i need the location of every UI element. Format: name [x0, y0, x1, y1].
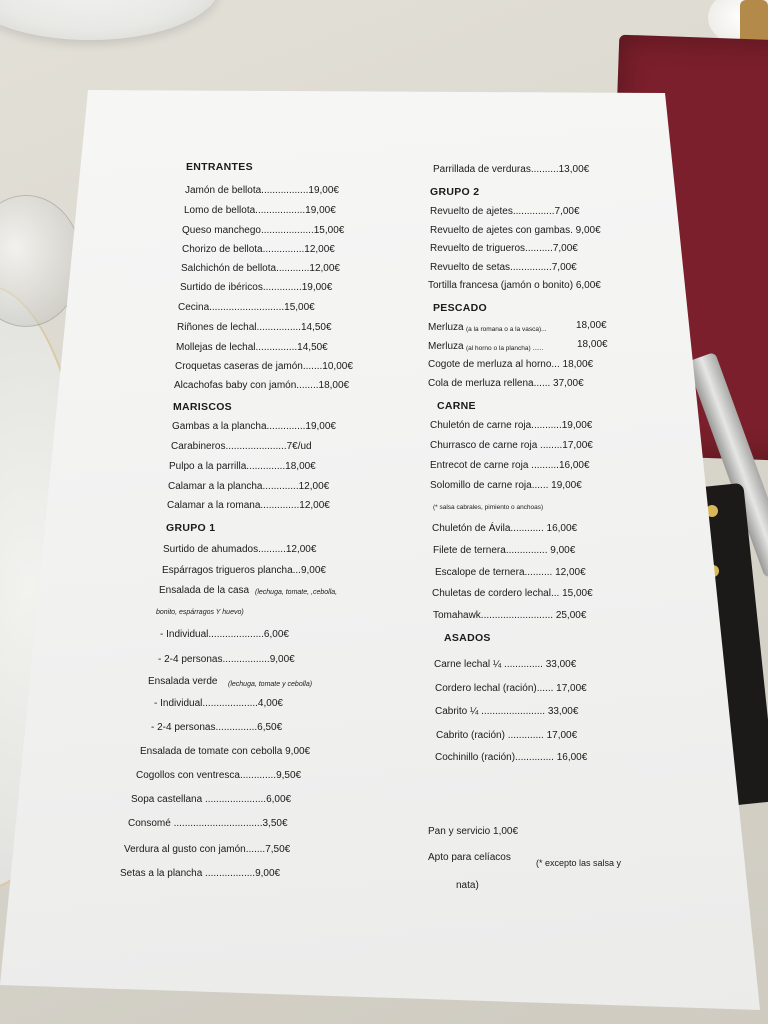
menu-item: Filete de ternera............... 9,00€ — [433, 545, 576, 556]
menu-item: Carne lechal ¼ .............. 33,00€ — [434, 659, 577, 670]
menu-item: Cabrito ¼ ....................... 33,00€ — [435, 706, 579, 717]
menu-item: Chorizo de bellota...............12,00€ — [182, 244, 335, 255]
menu-note: (a la romana o a la vasca)... — [466, 326, 547, 333]
menu-item: Cogollos con ventresca.............9,50€ — [136, 770, 302, 781]
menu-item: Cabrito (ración) ............. 17,00€ — [436, 730, 578, 741]
menu-item: - Individual....................4,00€ — [154, 698, 283, 709]
menu-item: Merluza — [428, 322, 464, 333]
section-title-pescado: PESCADO — [433, 302, 488, 314]
menu-note: (* salsa cabrales, pimiento o anchoas) — [433, 504, 544, 511]
section-title-carne: CARNE — [437, 400, 476, 412]
menu-item: Chuletón de Ávila............ 16,00€ — [432, 523, 578, 534]
menu-item: Mollejas de lechal...............14,50€ — [176, 342, 328, 353]
menu-item: Pulpo a la parrilla..............18,00€ — [169, 461, 316, 472]
menu-item: Salchichón de bellota............12,00€ — [181, 263, 340, 274]
menu-item: Cola de merluza rellena...... 37,00€ — [428, 378, 584, 389]
menu-item: Cochinillo (ración).............. 16,00€ — [435, 752, 588, 763]
menu-note: (lechuga, tomate, ,cebolla, — [255, 589, 338, 596]
menu-item: Chuletas de cordero lechal... 15,00€ — [432, 588, 593, 599]
menu-item: Surtido de ahumados..........12,00€ — [163, 544, 317, 555]
menu-item: Chuletón de carne roja...........19,00€ — [430, 420, 593, 431]
footer-celiac-note-end: nata) — [456, 880, 479, 891]
menu-item: Surtido de ibéricos..............19,00€ — [180, 282, 333, 293]
menu-item: Tortilla francesa (jamón o bonito) 6,00€ — [428, 280, 601, 291]
menu-item: Alcachofas baby con jamón........18,00€ — [174, 380, 350, 391]
section-title-grupo2: GRUPO 2 — [430, 186, 480, 198]
footer-celiac-note: (* excepto las salsa y — [536, 858, 622, 868]
section-title-asados: ASADOS — [444, 632, 491, 644]
menu-item: Revuelto de setas...............7,00€ — [430, 262, 577, 273]
menu-item: - 2-4 personas.................9,00€ — [158, 654, 295, 665]
menu-item: Solomillo de carne roja...... 19,00€ — [430, 480, 582, 491]
menu-note: (al horno o la plancha) ...... — [466, 345, 544, 352]
menu-item: Entrecot de carne roja ..........16,00€ — [430, 460, 590, 471]
menu-note: bonito, espárragos Y huevo) — [156, 609, 244, 616]
menu-item: Cogote de merluza al horno... 18,00€ — [428, 359, 594, 370]
menu-item: Riñones de lechal................14,50€ — [177, 322, 332, 333]
menu-item: Jamón de bellota.................19,00€ — [185, 185, 339, 196]
menu-item: Setas a la plancha ..................9,00€ — [120, 868, 281, 879]
menu-item: Revuelto de ajetes...............7,00€ — [430, 206, 580, 217]
menu-item: Espárragos trigueros plancha...9,00€ — [162, 565, 326, 576]
menu-item: Ensalada de tomate con cebolla 9,00€ — [140, 746, 311, 757]
menu-item: Revuelto de trigueros..........7,00€ — [430, 243, 578, 254]
menu-item: Cecina...........................15,00€ — [178, 302, 315, 313]
section-title-grupo1: GRUPO 1 — [166, 522, 216, 534]
menu-item: Churrasco de carne roja ........17,00€ — [430, 440, 593, 451]
menu-item: Sopa castellana ......................6,00€ — [131, 794, 292, 805]
menu-item: Parrillada de verduras..........13,00€ — [433, 164, 590, 175]
menu-item: Lomo de bellota..................19,00€ — [184, 205, 336, 216]
menu-item: Carabineros......................7€/ud — [171, 441, 312, 452]
menu-item: - 2-4 personas...............6,50€ — [151, 722, 283, 733]
menu-item: Queso manchego...................15,00€ — [182, 225, 345, 236]
menu-price: 18,00€ — [577, 339, 608, 350]
menu-item: Tomahawk.......................... 25,00€ — [433, 610, 587, 621]
menu-item: - Individual....................6,00€ — [160, 629, 289, 640]
menu-item: Escalope de ternera.......... 12,00€ — [435, 567, 586, 578]
footer-bread-service: Pan y servicio 1,00€ — [428, 826, 519, 837]
footer-celiac: Apto para celíacos — [428, 852, 511, 863]
menu-item: Ensalada verde — [148, 676, 218, 687]
menu-item: Cordero lechal (ración)...... 17,00€ — [435, 683, 587, 694]
menu-item: Gambas a la plancha..............19,00€ — [172, 421, 336, 432]
menu-item: Calamar a la plancha.............12,00€ — [168, 481, 330, 492]
menu-item: Calamar a la romana..............12,00€ — [167, 500, 330, 511]
menu-item: Revuelto de ajetes con gambas. 9,00€ — [430, 225, 601, 236]
menu-item: Croquetas caseras de jamón.......10,00€ — [175, 361, 353, 372]
menu-note: (lechuga, tomate y cebolla) — [228, 681, 313, 688]
menu-item: Consomé ................................3,50€ — [128, 818, 288, 829]
menu-item: Merluza — [428, 341, 464, 352]
section-title-entrantes: ENTRANTES — [186, 161, 253, 173]
menu-item: Verdura al gusto con jamón.......7,50€ — [124, 844, 291, 855]
menu-item: Ensalada de la casa — [159, 585, 250, 596]
section-title-mariscos: MARISCOS — [173, 401, 232, 413]
menu-price: 18,00€ — [576, 320, 607, 331]
